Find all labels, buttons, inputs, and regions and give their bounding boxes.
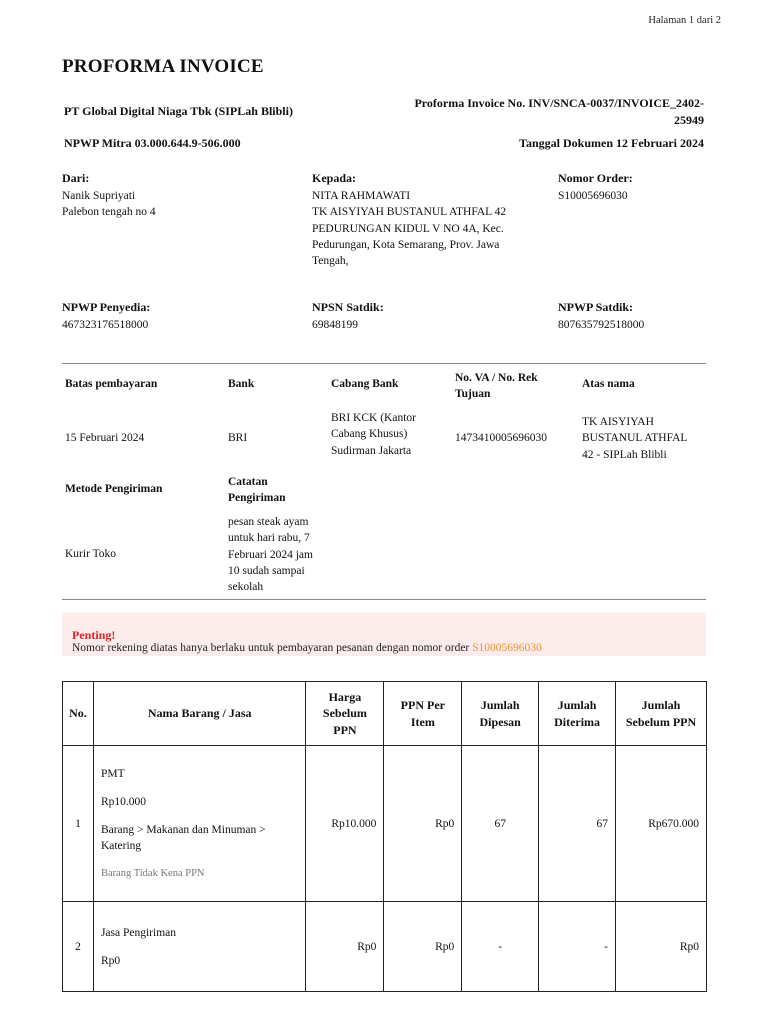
- npwp-mitra: NPWP Mitra 03.000.644.9-506.000: [64, 136, 241, 150]
- item-category: Barang > Makanan dan Minuman > Katering: [100, 823, 266, 852]
- to-line: TK AISYIYAH BUSTANUL ATHFAL 42: [312, 206, 507, 219]
- col-header-qty-ordered: Jumlah Dipesan: [462, 682, 539, 746]
- npwp-satdik-value: 807635792518000: [558, 319, 645, 331]
- shipping-note-header: Catatan Pengiriman: [228, 476, 286, 505]
- npwp-penyedia-value: 467323176518000: [62, 319, 149, 331]
- from-address: Palebon tengah no 4: [62, 206, 156, 219]
- row-total: Rp0: [616, 902, 707, 992]
- notice-label: Penting!: [72, 628, 116, 642]
- page-indicator: Halaman 1 dari 2: [648, 15, 721, 26]
- page-title: PROFORMA INVOICE: [62, 56, 264, 77]
- row-no: 1: [63, 746, 94, 902]
- row-price: Rp0: [306, 902, 384, 992]
- order-number: S10005696030: [558, 190, 628, 202]
- col-header-tax: PPN Per Item: [384, 682, 462, 746]
- item-tax-note: Barang Tidak Kena PPN: [100, 867, 205, 879]
- to-line: NITA RAHMAWATI: [312, 190, 411, 202]
- row-qty-received: 67: [539, 746, 616, 902]
- table-row: [63, 746, 707, 902]
- bank-name: BRI: [228, 432, 248, 444]
- item-name: PMT: [100, 767, 125, 780]
- row-total: Rp670.000: [616, 746, 707, 902]
- row-no: 2: [63, 902, 94, 992]
- bank-branch: BRI KCK (Kantor Cabang Khusus) Sudirman Jakarta: [331, 412, 416, 457]
- divider: [62, 363, 706, 364]
- row-price: Rp10.000: [306, 746, 384, 902]
- shipping-note: pesan steak ayam untuk hari rabu, 7 Februari 2024 jam 10 sudah sampai sekolah: [228, 516, 313, 594]
- col-header-total: Jumlah Sebelum PPN: [616, 682, 707, 746]
- row-qty-ordered: -: [462, 902, 539, 992]
- row-item: [93, 746, 306, 902]
- to-line: Tengah,: [312, 255, 349, 268]
- npwp-satdik-block: NPWP Satdik: 807635792518000: [558, 299, 644, 333]
- row-tax: Rp0: [384, 746, 462, 902]
- order-block: [558, 170, 708, 204]
- notice-order-id: S10005696030: [472, 642, 542, 654]
- col-header-name: Nama Barang / Jasa: [93, 682, 306, 746]
- important-notice: [62, 613, 706, 656]
- invoice-number: Proforma Invoice No. INV/SNCA-0037/INVOICE_2402- 25949: [414, 96, 704, 127]
- payment-deadline-header: Batas pembayaran: [65, 378, 158, 390]
- items-table: [62, 681, 707, 992]
- from-label: Dari:: [62, 171, 90, 185]
- to-label: Kepada:: [312, 171, 357, 185]
- col-header-price: Harga Sebelum PPN: [306, 682, 384, 746]
- to-line: PEDURUNGAN KIDUL V NO 4A, Kec.: [312, 222, 504, 235]
- bank-header: Bank: [228, 378, 255, 390]
- account-header: No. VA / No. Rek Tujuan: [455, 372, 538, 401]
- row-qty-ordered: 67: [462, 746, 539, 902]
- divider: [62, 599, 706, 600]
- payment-deadline: 15 Februari 2024: [65, 432, 145, 444]
- npsn-satdik-block: NPSN Satdik: 69848199: [312, 299, 384, 333]
- item-name: Jasa Pengiriman: [100, 926, 177, 939]
- shipping-method: Kurir Toko: [65, 548, 117, 560]
- notice-message: Nomor rekening diatas hanya berlaku untuk pembayaran pesanan dengan nomor order S10005696030: [72, 642, 542, 654]
- to-line: Pedurungan, Kota Semarang, Prov. Jawa: [312, 238, 500, 251]
- item-unit-price: Rp10.000: [100, 795, 146, 808]
- row-tax: Rp0: [384, 902, 462, 992]
- company-name: PT Global Digital Niaga Tbk (SIPLah Blibli): [64, 104, 293, 118]
- npsn-satdik-value: 69848199: [312, 319, 358, 331]
- account-number: 1473410005696030: [455, 432, 547, 444]
- to-block: [312, 170, 542, 269]
- col-header-no: No.: [63, 682, 94, 746]
- row-item: [93, 902, 306, 992]
- col-header-qty-received: Jumlah Diterima: [539, 682, 616, 746]
- table-header-row: [63, 682, 707, 746]
- branch-header: Cabang Bank: [331, 378, 399, 390]
- document-date: Tanggal Dokumen 12 Februari 2024: [519, 136, 704, 150]
- from-name: Nanik Supriyati: [62, 190, 136, 202]
- holder-header: Atas nama: [582, 378, 635, 390]
- order-label: Nomor Order:: [558, 171, 633, 185]
- table-row: [63, 902, 707, 992]
- account-holder: TK AISYIYAH BUSTANUL ATHFAL 42 - SIPLah Blibli: [582, 416, 688, 461]
- row-qty-received: -: [539, 902, 616, 992]
- npwp-penyedia-block: NPWP Penyedia: 467323176518000: [62, 299, 150, 333]
- item-unit-price: Rp0: [100, 954, 121, 967]
- from-block: [62, 170, 292, 221]
- shipping-method-header: Metode Pengiriman: [65, 483, 163, 495]
